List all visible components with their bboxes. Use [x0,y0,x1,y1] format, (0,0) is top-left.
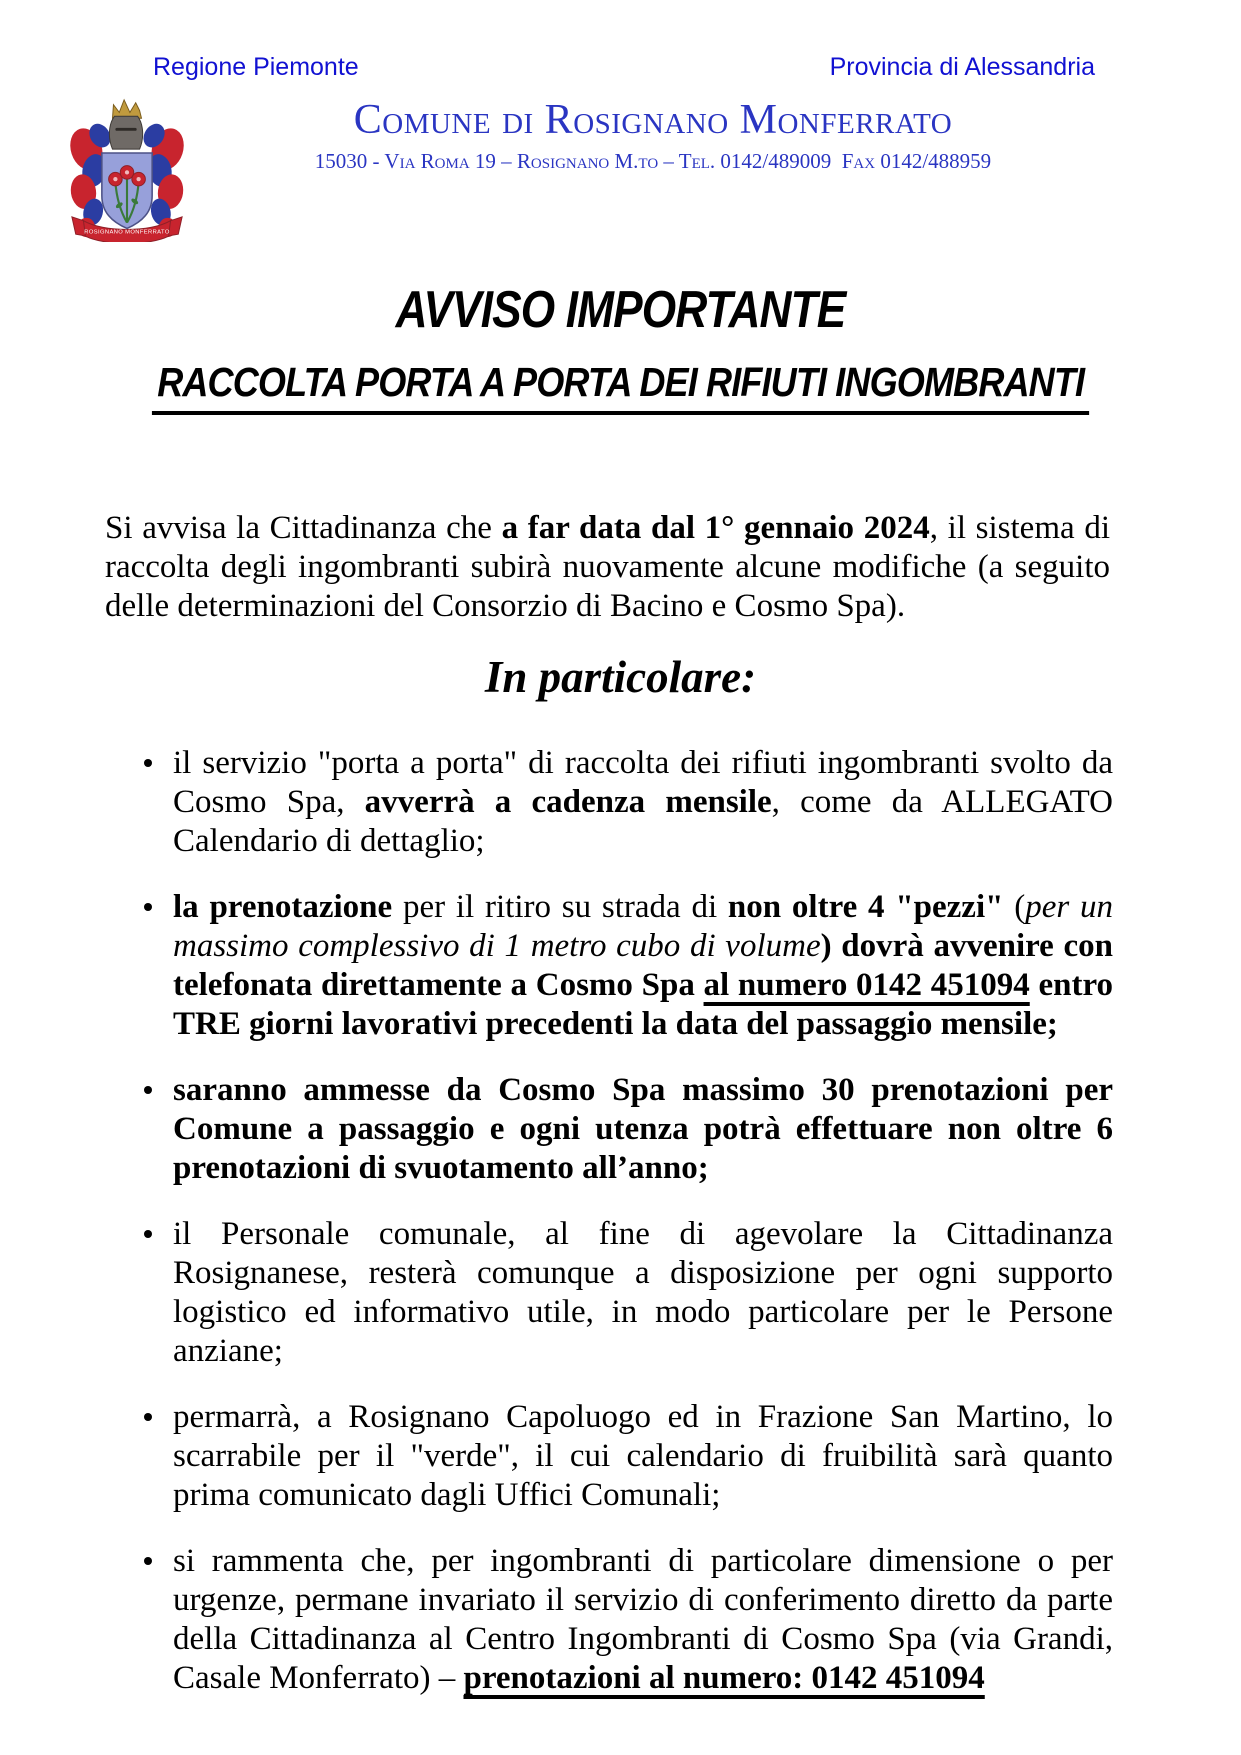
crest-motto: Rosignano Monferrato [84,229,170,236]
notice-subtitle-row [0,359,1241,415]
region-label: Regione Piemonte [153,53,359,81]
bullet-item [142,1071,1113,1188]
notice-subtitle: RACCOLTA PORTA A PORTA DEI RIFIUTI INGOMBRANTI [152,362,1090,415]
coat-of-arms-icon [62,95,192,242]
bullet-item [142,888,1113,1044]
municipality-name: Comune di Rosignano Monferrato [353,97,953,143]
intro-paragraph: Si avvisa la Cittadinanza che a far data dal 1° gennaio 2024, il sistema di raccolta degli ingombranti subirà nuovamente alcune modifiche (a seguito delle determinazioni del Consorzio di Bacino e Cosmo Spa). [105,510,1110,625]
header-labels-row [0,0,1241,82]
municipality-address: 15030 - Via Roma 19 – Rosignano M.to – Tel. 0142/489009 Fax 0142/488959 [314,149,992,174]
letterhead [200,98,1106,174]
bullet-text: il servizio "porta a porta" di raccolta dei rifiuti ingombranti svolto da Cosmo Spa, avverrà a cadenza mensile, come da ALLEGATO Calendario di dettaglio; [173,745,1113,860]
bullet-text: permarrà, a Rosignano Capoluogo ed in Frazione San Martino, lo scarrabile per il "verde", il cui calendario di fruibilità sarà quanto prima comunicato dagli Uffici Comunali; [173,1399,1113,1514]
bullet-item [142,1215,1113,1371]
bullet-marker-icon [144,1230,152,1238]
bullet-marker-icon [144,1557,152,1565]
notice-title-row [0,281,1241,340]
bullet-text: il Personale comunale, al fine di agevolare la Cittadinanza Rosignanese, resterà comunque a disposizione per ogni supporto logistico ed informativo utile, in modo particolare per le Persone anziane; [173,1216,1113,1370]
section-heading: In particolare: [484,652,757,703]
bullet-item [142,1398,1113,1515]
municipality-crest [62,95,192,242]
bullet-item [142,744,1113,861]
bullet-text: la prenotazione per il ritiro su strada di non oltre 4 "pezzi" (per un massimo complessivo di 1 metro cubo di volume) dovrà avvenire con telefonata direttamente a Cosmo Spa al numero 0142 451094 entro TRE giorni lavorativi precedenti la data del passaggio mensile; [173,889,1114,1043]
notice-title: AVVISO IMPORTANTE [395,281,846,340]
bullet-marker-icon [144,1413,152,1421]
crest-helmet [109,116,142,149]
crest-crown [112,100,141,118]
bullet-marker-icon [144,1086,152,1094]
bullet-item [142,1542,1113,1698]
province-label: Provincia di Alessandria [829,53,1095,81]
bullet-marker-icon [144,903,152,911]
bullet-text: si rammenta che, per ingombranti di particolare dimensione o per urgenze, permane invariato il servizio di conferimento diretto da parte della Cittadinanza al Centro Ingombranti di Cosmo Spa (via Grandi, Casale Monferrato) – prenotazioni al numero: 0142 451094 [173,1543,1113,1697]
bullet-list [142,744,1113,1698]
bullet-marker-icon [144,759,152,767]
bullet-text: saranno ammesse da Cosmo Spa massimo 30 prenotazioni per Comune a passaggio e ogni utenza potrà effettuare non oltre 6 prenotazioni di svuotamento all’anno; [173,1072,1113,1187]
